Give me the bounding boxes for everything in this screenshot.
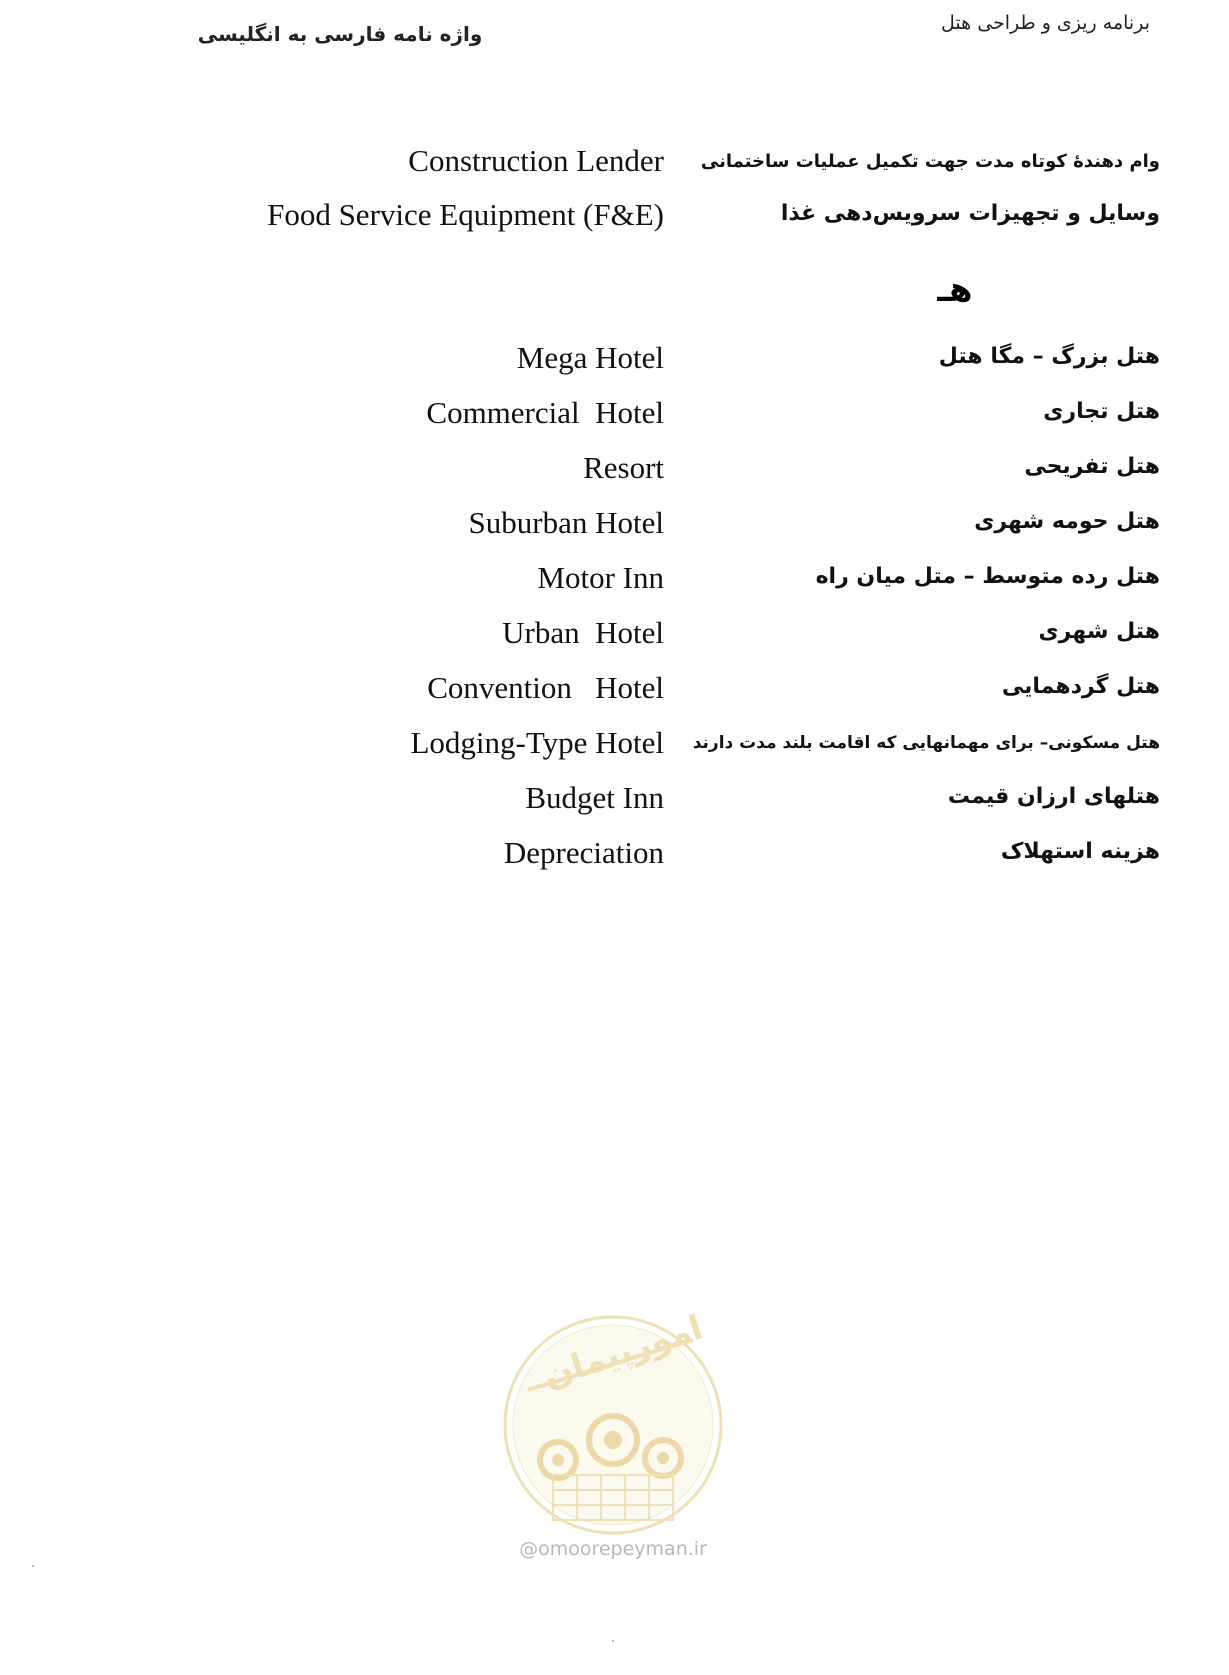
persian-term: هتل گردهمایی — [1001, 674, 1160, 699]
persian-term: هتل رده متوسط – متل میان راه — [815, 564, 1160, 589]
english-term: Food Service Equipment (F&E) — [267, 197, 664, 232]
english-term: Urban Hotel — [502, 615, 664, 650]
persian-term: هتل بزرگ – مگا هتل — [938, 344, 1160, 369]
persian-term: هتل حومه شهری — [974, 509, 1160, 534]
glossary-row — [0, 670, 1229, 722]
english-term: Construction Lender — [408, 143, 664, 178]
persian-term: هتل تجاری — [1043, 399, 1160, 424]
watermark-site: @omoorepeyman.ir — [519, 1538, 707, 1560]
glossary-row — [0, 143, 1229, 195]
english-term: Depreciation — [503, 835, 664, 870]
english-term: Mega Hotel — [516, 340, 664, 375]
glossary-row — [0, 615, 1229, 667]
glossary-row — [0, 835, 1229, 887]
section-title: واژه نامه فارسی به انگلیسی — [197, 22, 483, 46]
english-term: Commercial Hotel — [426, 395, 664, 430]
scan-speck — [612, 1640, 614, 1642]
glossary-row — [0, 505, 1229, 557]
english-term: Resort — [583, 450, 664, 485]
glossary-row — [0, 340, 1229, 392]
english-term: Suburban Hotel — [468, 505, 664, 540]
glossary-row — [0, 197, 1229, 249]
scan-speck — [32, 1565, 34, 1567]
persian-term: هتل شهری — [1038, 619, 1160, 644]
persian-term: هزینه استهلاک — [1000, 839, 1160, 864]
english-term: Motor Inn — [537, 560, 664, 595]
persian-term: هتلهای ارزان قیمت — [947, 784, 1160, 809]
glossary-row — [0, 450, 1229, 502]
persian-term: وسایل و تجهیزات سرویس‌دهی غذا — [780, 201, 1160, 226]
persian-term: هتل مسکونی– برای مهمانهایی که اقامت بلند مدت دارند — [692, 733, 1160, 753]
section-letter: هـ — [937, 270, 973, 310]
glossary-row — [0, 560, 1229, 612]
english-term: Lodging-Type Hotel — [410, 725, 664, 760]
persian-term: هتل تفریحی — [1024, 454, 1160, 479]
english-term: Convention Hotel — [427, 670, 664, 705]
book-title: برنامه ریزی و طراحی هتل — [941, 12, 1150, 34]
watermark-logo — [498, 1307, 728, 1540]
glossary-row — [0, 395, 1229, 447]
glossary-row — [0, 780, 1229, 832]
glossary-row — [0, 725, 1229, 777]
english-term: Budget Inn — [525, 780, 664, 815]
watermark-logo-text: امورپیمان — [538, 1307, 708, 1397]
persian-term: وام دهندهٔ کوتاه مدت جهت تکمیل عملیات ساختمانی — [700, 151, 1160, 172]
